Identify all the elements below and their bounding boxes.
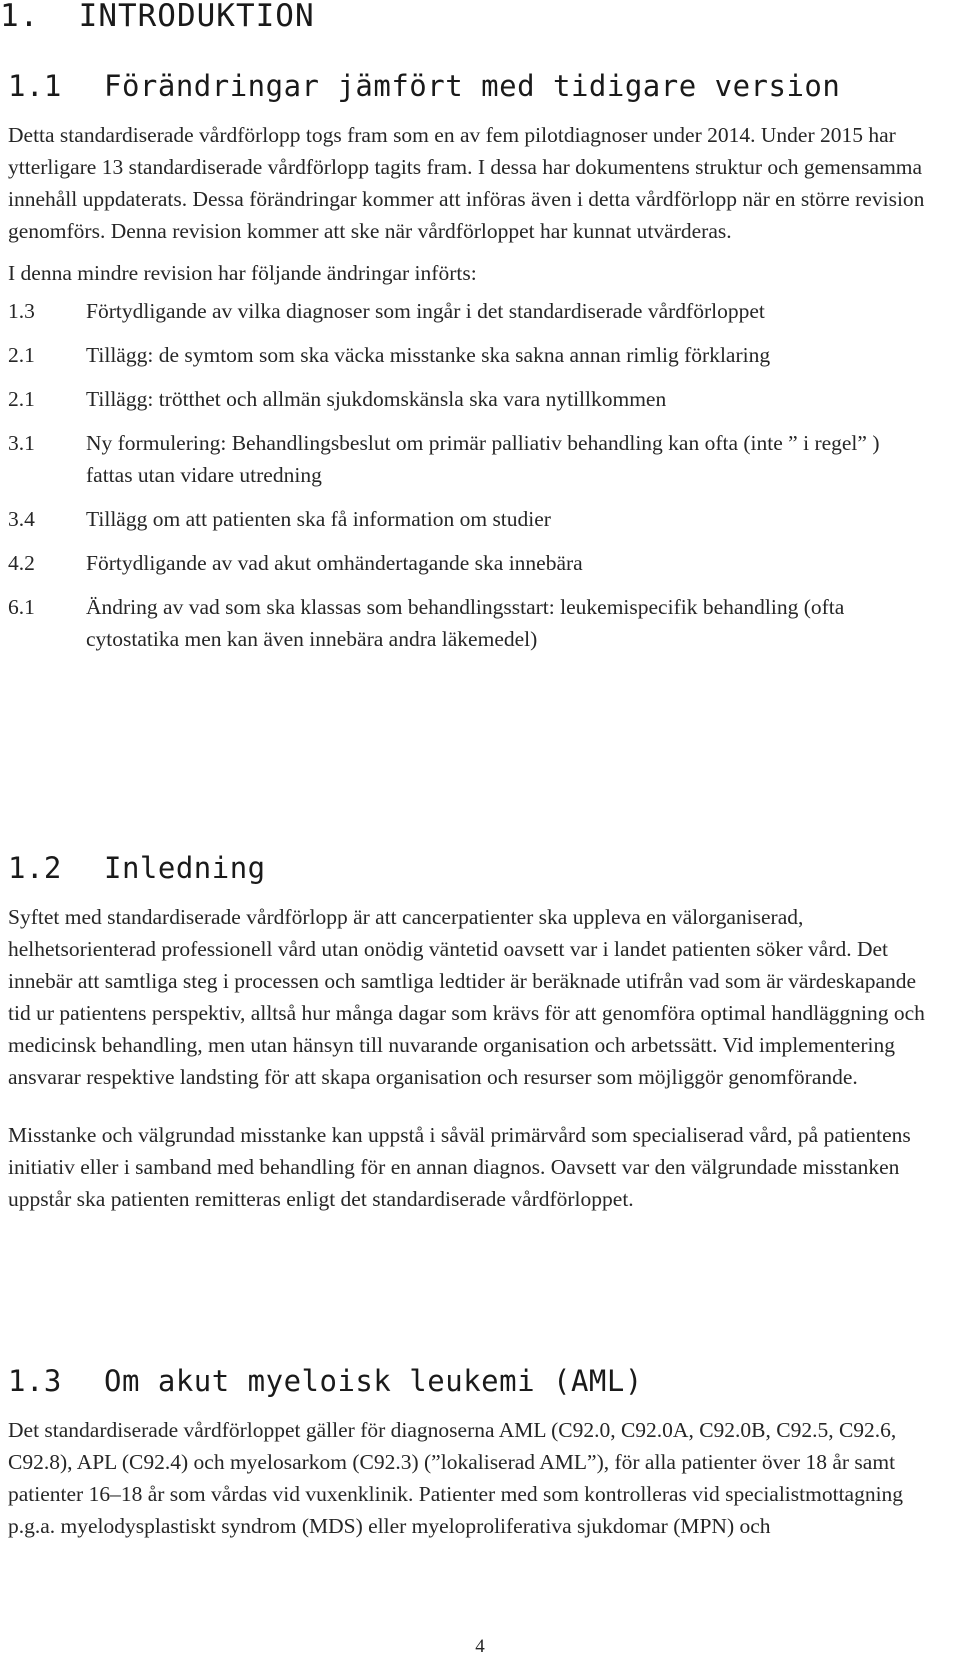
list-item-number: 6.1 — [8, 595, 35, 619]
list-item-text: Ny formulering: Behandlingsbeslut om primär palliativ behandling kan ofta (inte ” i regel” ) fattas utan vidare utredning — [86, 431, 880, 487]
list-item-number: 3.1 — [8, 431, 35, 455]
list-item — [8, 547, 930, 579]
body-paragraph: Detta standardiserade vårdförlopp togs fram som en av fem pilotdiagnoser under 2014. Under 2015 har ytterligare 13 standardiserade vårdförlopp tagits fram. I dessa har dokumentens struktur och gemensamma innehåll uppdaterats. Dessa förändringar kommer att införas även i detta vårdförlopp när en större revision genomförs. Denna revision kommer att ske när vårdförloppet har kunnat utvärderas. — [8, 123, 925, 243]
section-1-1 — [8, 67, 930, 655]
list-intro: I denna mindre revision har följande ändringar införts: — [8, 261, 477, 285]
list-item-text: Tillägg: de symtom som ska väcka misstanke ska sakna annan rimlig förklaring — [86, 343, 771, 367]
list-item-number: 1.3 — [8, 299, 35, 323]
section-heading — [8, 1362, 930, 1400]
page-number: 4 — [475, 1636, 485, 1657]
section-heading — [8, 67, 930, 105]
list-item — [8, 427, 930, 491]
section-number: 1.2 — [8, 851, 62, 885]
list-item-text: Ändring av vad som ska klassas som behandlingsstart: leukemispecifik behandling (ofta cytostatika men kan även innebära andra läkemedel) — [86, 595, 845, 651]
chapter-number: 1. — [0, 0, 40, 34]
list-item-number: 3.4 — [8, 507, 35, 531]
list-item-number: 2.1 — [8, 343, 35, 367]
chapter-heading — [0, 0, 315, 36]
list-item-text: Förtydligande av vilka diagnoser som ingår i det standardiserade vårdförloppet — [86, 299, 765, 323]
list-item-number: 2.1 — [8, 387, 35, 411]
list-item — [8, 339, 930, 371]
list-item — [8, 591, 930, 655]
section-title: Inledning — [104, 851, 266, 885]
section-title: Förändringar jämfört med tidigare version — [104, 69, 841, 103]
changes-list — [8, 295, 930, 655]
list-item-text: Tillägg om att patienten ska få information om studier — [86, 507, 551, 531]
body-paragraph: Det standardiserade vårdförloppet gäller för diagnoserna AML (C92.0, C92.0A, C92.0B, C92.5, C92.6, C92.8), APL (C92.4) och myelosarkom (C92.3) (”lokaliserad AML”), för alla patienter över 18 år samt patienter 16–18 år som vårdas vid vuxenklinik. Patienter med som kontrolleras vid specialistmottagning p.g.a. myelodysplastiskt syndrom (MDS) eller myeloproliferativa sjukdomar (MPN) och — [8, 1418, 904, 1538]
body-paragraph: Misstanke och välgrundad misstanke kan uppstå i såväl primärvård som specialiserad vård, på patientens initiativ eller i samband med behandling för en annan diagnos. Oavsett var den välgrundade misstanken uppstår ska patienten remitteras enligt det standardiserade vårdförloppet. — [8, 1123, 911, 1211]
section-number: 1.3 — [8, 1364, 62, 1398]
section-number: 1.1 — [8, 69, 62, 103]
section-1-3 — [8, 1362, 930, 1542]
list-item-number: 4.2 — [8, 551, 35, 575]
list-item — [8, 503, 930, 535]
section-1-2 — [8, 849, 930, 1215]
list-item — [8, 295, 930, 327]
list-item-text: Tillägg: trötthet och allmän sjukdomskänsla ska vara nytillkommen — [86, 387, 667, 411]
section-heading — [8, 849, 930, 887]
list-item — [8, 383, 930, 415]
list-item-text: Förtydligande av vad akut omhändertagande ska innebära — [86, 551, 583, 575]
body-paragraph: Syftet med standardiserade vårdförlopp är att cancerpatienter ska uppleva en välorganiserad, helhetsorienterad professionell vård utan onödig väntetid oavsett var i landet patienten söker vård. Det innebär att samtliga steg i processen och samtliga ledtider är beräknade utifrån vad som är värdeskapande tid ur patientens perspektiv, alltså hur många dagar som krävs för att genomföra optimal handläggning och medicinsk behandling, men utan hänsyn till nuvarande organisation och arbetssätt. Vid implementering ansvarar respektive landsting för att skapa organisation och resurser som möjliggör genomförande. — [8, 905, 925, 1089]
chapter-title: INTRODUKTION — [78, 0, 315, 34]
section-title: Om akut myeloisk leukemi (AML) — [104, 1364, 643, 1398]
